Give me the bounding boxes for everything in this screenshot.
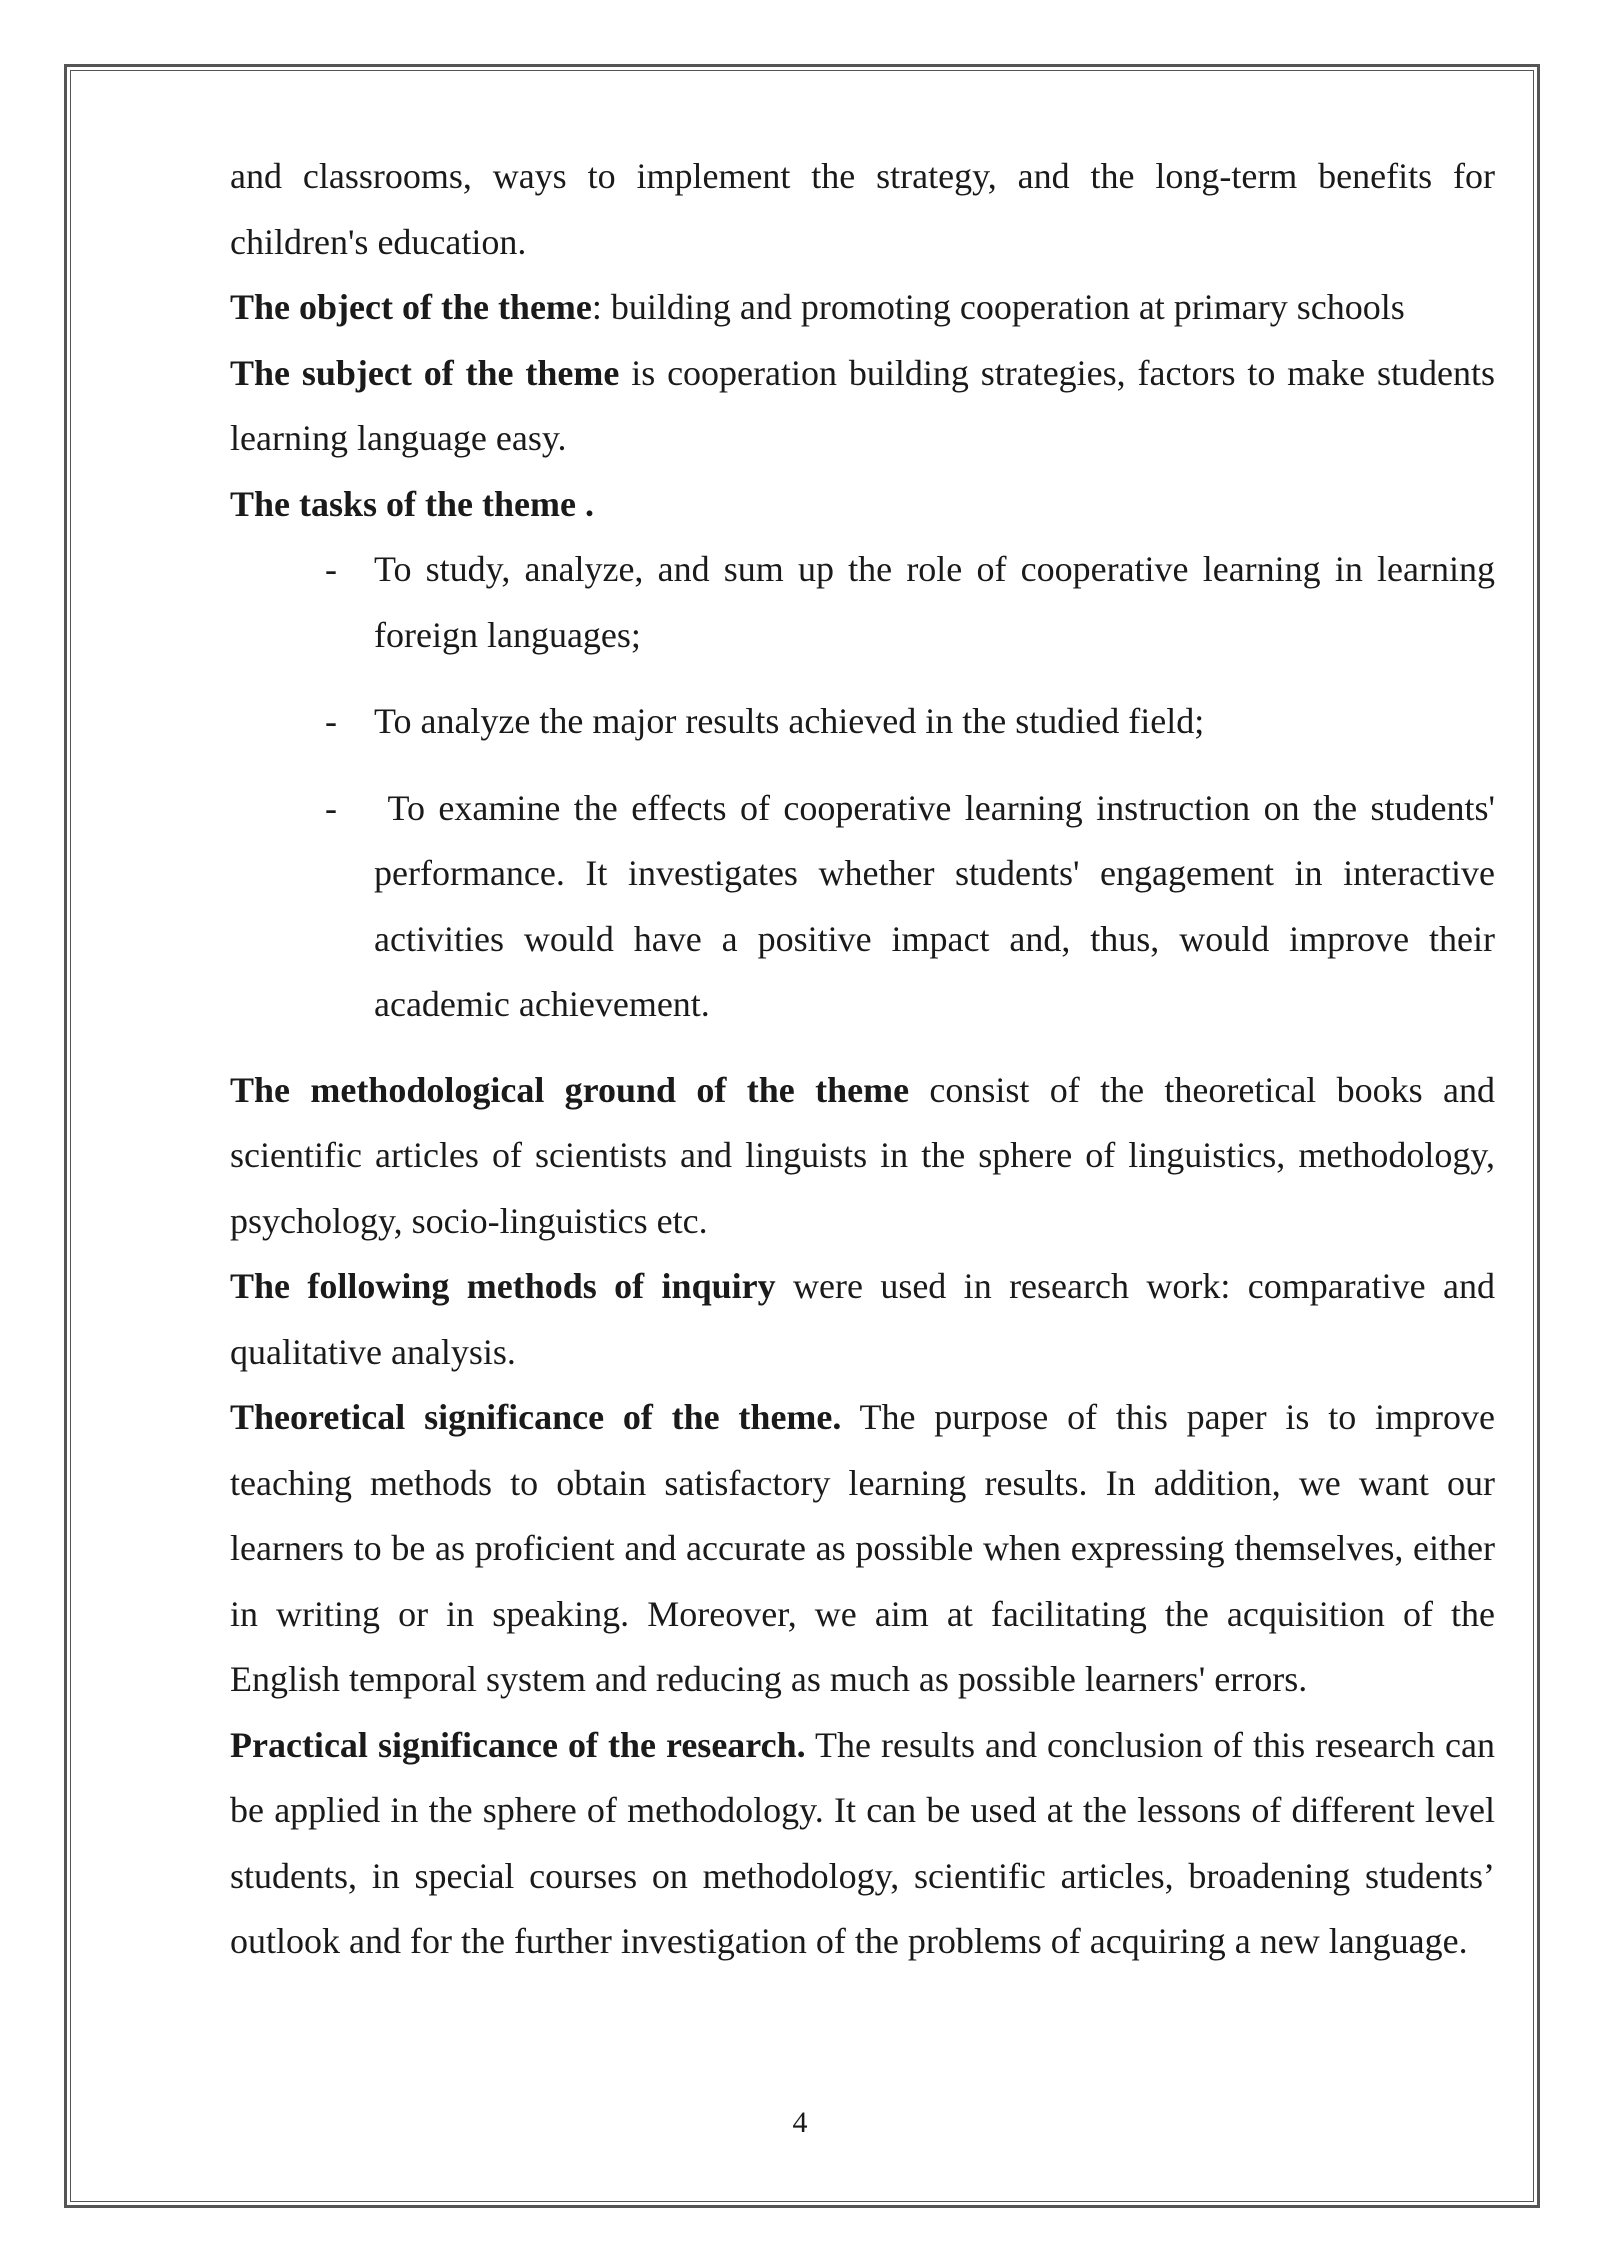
task-bullet: - (325, 549, 337, 589)
subject-text: is cooperation building strategies, factors to make students learning language easy. (230, 352, 1495, 458)
tasks-list (230, 537, 1505, 1038)
practical-text: The results and conclusion of this research can be applied in the sphere of methodology. It can be used at the lessons of different level students, in special courses on methodology, scientific articles, broadening students’ outlook and for the further investigation of the problems of acquiring a new language. (230, 1724, 1495, 1961)
task-text: To study, analyze, and sum up the role of cooperative learning in learning foreign languages; (374, 549, 1495, 655)
theoretical-heading: Theoretical significance of the theme. (230, 1397, 842, 1437)
object-paragraph (230, 275, 1495, 341)
methodological-text: consist of the theoretical books and scientific articles of scientists and linguists in the sphere of linguistics, methodology, psychology, socio-linguistics etc. (230, 1069, 1495, 1241)
task-bullet: - (325, 787, 337, 828)
practical-paragraph (230, 1713, 1495, 1975)
task-text: To examine the effects of cooperative learning instruction on the students' performance. It investigates whether students' engagement in interactive activities would have a positive impact and, thus, would improve their academic achievement. (374, 787, 1505, 1024)
subject-heading: The subject of the theme (230, 352, 620, 393)
task-item (230, 689, 1495, 755)
methodological-paragraph (230, 1058, 1495, 1255)
intro-continuation: and classrooms, ways to implement the strategy, and the long-term benefits for children's education. (230, 156, 1495, 262)
methods-text: were used in research work: comparative and qualitative analysis. (230, 1266, 1495, 1372)
methods-paragraph (230, 1254, 1495, 1385)
theoretical-paragraph (230, 1385, 1495, 1713)
page-number: 4 (792, 2106, 808, 2139)
methods-heading: The following methods of inquiry (230, 1266, 776, 1306)
tasks-heading: The tasks of the theme . (230, 483, 594, 524)
methodological-heading: The methodological ground of the theme (230, 1069, 910, 1110)
task-item (230, 776, 1505, 1038)
task-item (230, 537, 1495, 668)
practical-heading: Practical significance of the research. (230, 1724, 806, 1765)
page-content (230, 144, 1505, 1975)
object-heading: The object of the theme (230, 287, 592, 327)
subject-paragraph (230, 341, 1495, 472)
object-text: : building and promoting cooperation at primary schools (591, 287, 1405, 327)
task-bullet: - (325, 701, 337, 741)
theoretical-text: The purpose of this paper is to improve teaching methods to obtain satisfactory learning results. In addition, we want our learners to be as proficient and accurate as possible when expressing themselves, either in writing or in speaking. Moreover, we aim at facilitating the acquisition of the English temporal system and reducing as much as possible learners' errors. (230, 1397, 1495, 1699)
task-text: To analyze the major results achieved in the studied field; (374, 701, 1205, 741)
